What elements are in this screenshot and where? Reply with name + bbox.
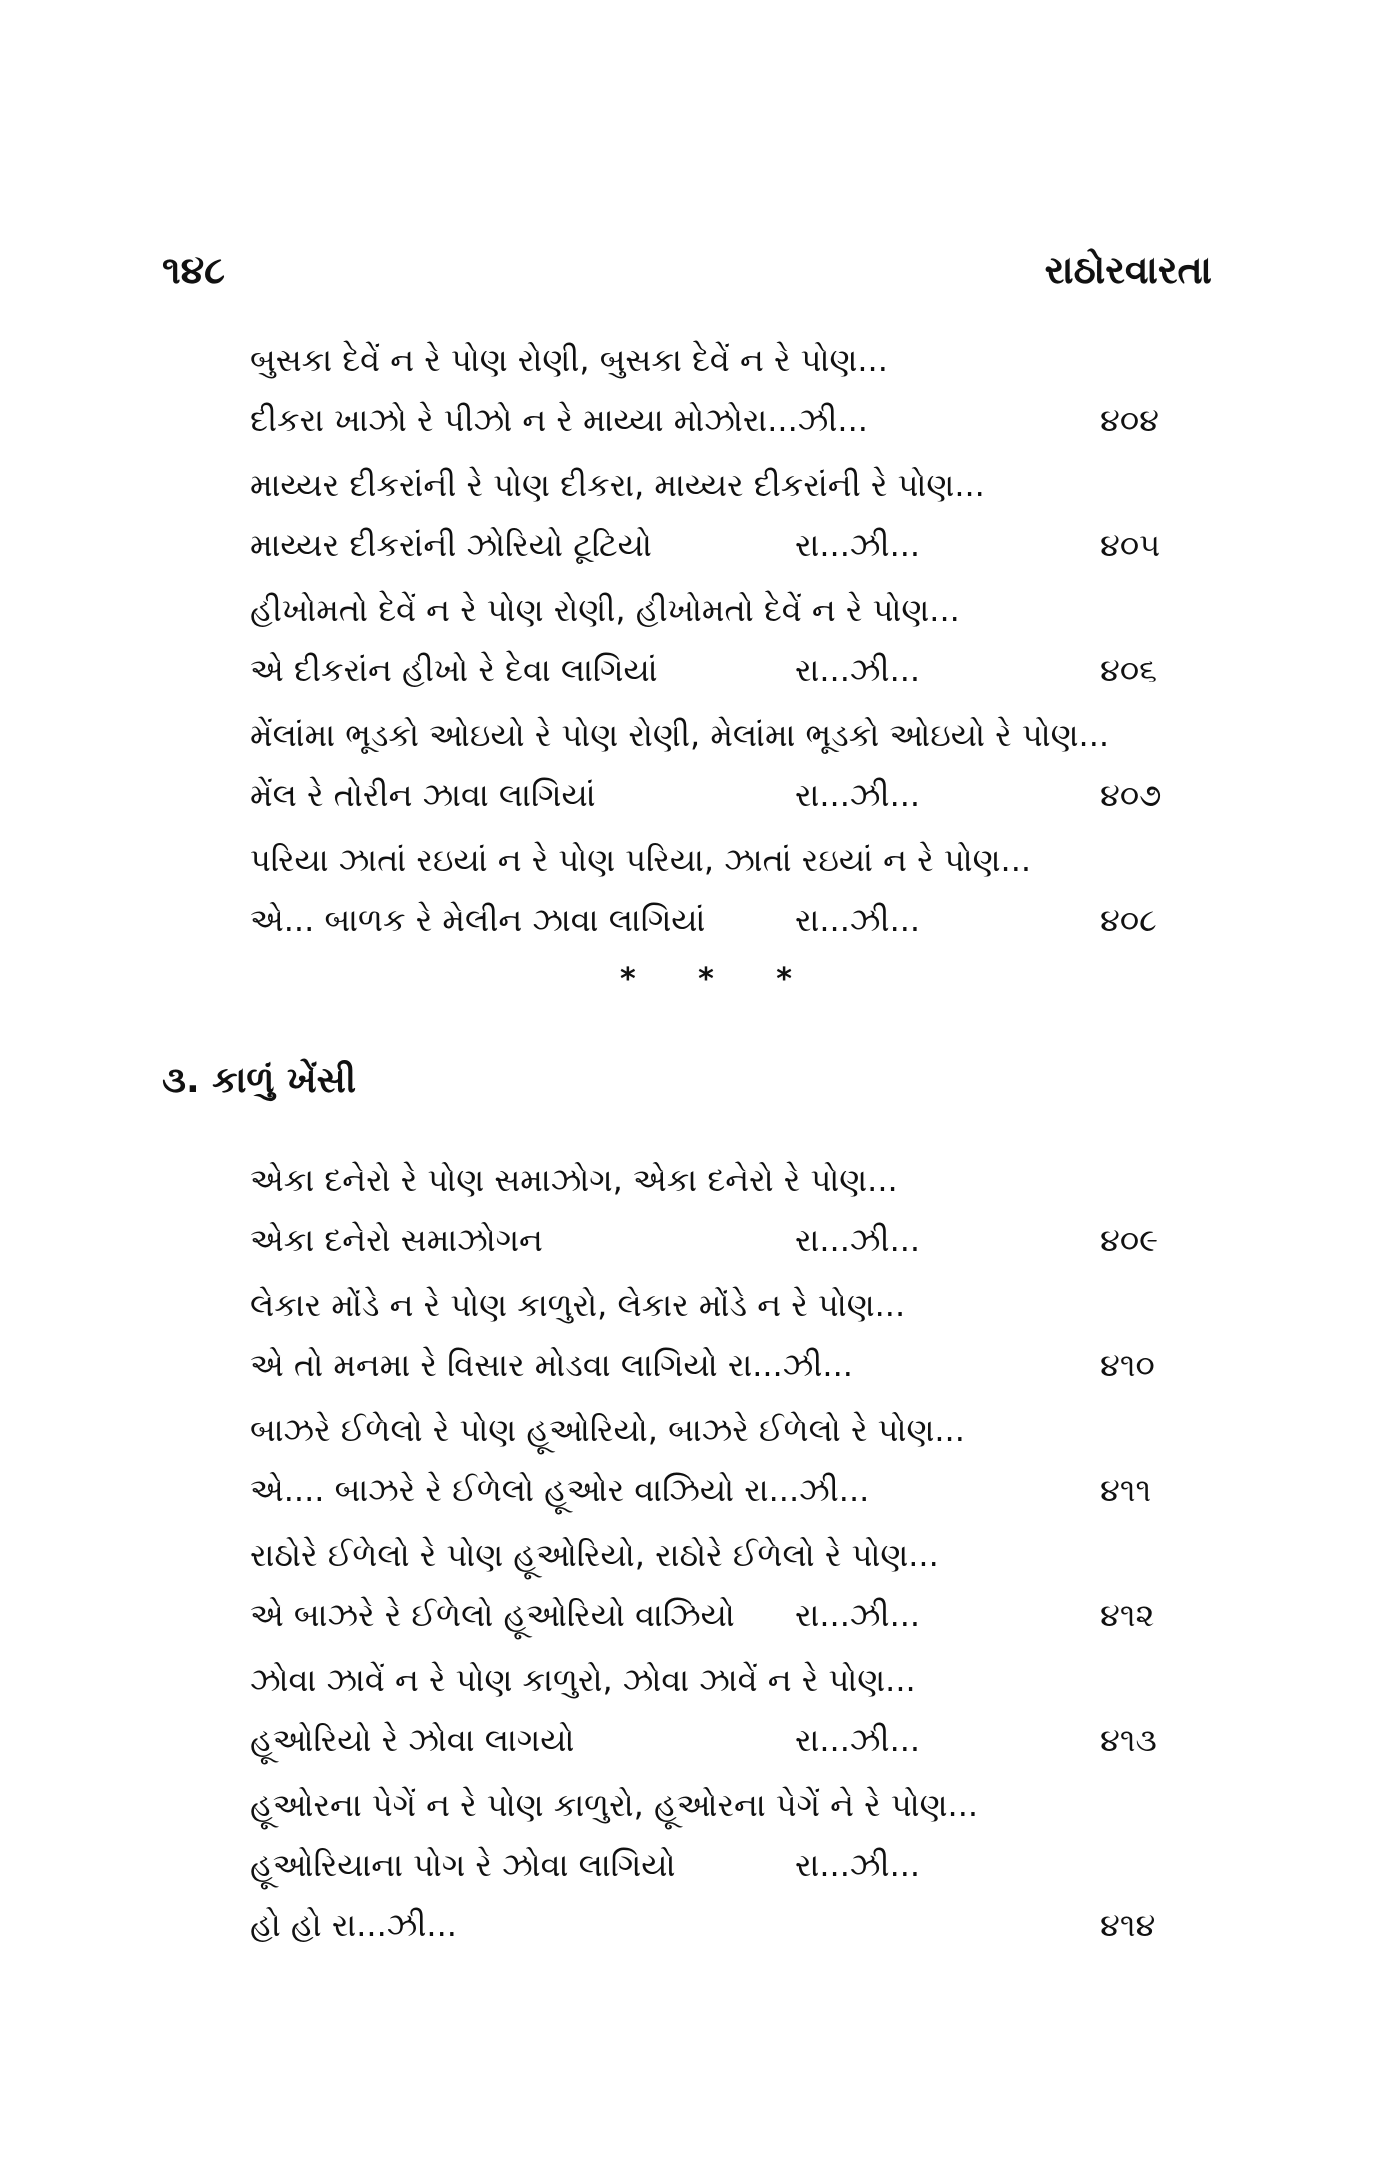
verse-line: લેકાર મોંડે ન રે પોણ કાળુરો, લેકાર મોંડે ન રે પોણ... [250,1286,906,1324]
verse-line: માય્યર દીકરાંની રે પોણ દીકરા, માય્યર દીકરાંની રે પોણ... [250,466,985,504]
verse-line: એ... બાળક રે મેલીન ઝાવા લાગિયાં [250,901,706,939]
stanza-413 [250,1650,1210,1770]
verse-line: એ દીકરાંન હીખો રે દેવા લાગિયાં [250,651,658,689]
verse-number: ૪૧૩ [1100,1721,1157,1759]
verse-number: ૪૦૯ [1100,1221,1159,1259]
verse-line: બાઝરે ઈળેલો રે પોણ હૂઓરિયો, બાઝરે ઈળેલો રે પોણ... [250,1411,965,1449]
verse-line: હૂઓરના પેગેં ન રે પોણ કાળુરો, હૂઓરના પેગેં ને રે પોણ... [250,1786,979,1824]
verse-line: મેંલ રે તોરીન ઝાવા લાગિયાં [250,776,596,814]
verse-number: ૪૧૦ [1100,1346,1155,1384]
verse-number: ૪૧૪ [1100,1906,1156,1944]
stanza-411 [250,1400,1210,1520]
verse-number: ૪૦૭ [1100,776,1162,814]
verse-number: ૪૦૬ [1100,651,1158,689]
section-title: ૩. કાળું ખેંસી [162,1060,357,1101]
section-divider: * * * [620,962,818,997]
refrain: રા...ઝી... [795,1846,921,1884]
verse-number: ૪૧૨ [1100,1596,1155,1634]
verse-line: પરિયા ઝાતાં રઇયાં ન રે પોણ પરિયા, ઝાતાં રઇયાં ન રે પોણ... [250,841,1032,879]
verse-number: ૪૦૪ [1100,401,1159,439]
stanza-408 [250,830,1210,950]
verse-line: ઝોવા ઝાવેં ન રે પોણ કાળુરો, ઝોવા ઝાવેં ન રે પોણ... [250,1661,916,1699]
verse-line: મેંલાંમા ભૂડકો ઓઇયો રે પોણ રોણી, મેલાંમા ભૂડકો ઓઇયો રે પોણ... [250,716,1110,754]
verse-line: એ બાઝરે રે ઈળેલો હૂઓરિયો વાઝિયો [250,1596,735,1634]
verse-number: ૪૧૧ [1100,1471,1152,1509]
verse-line: માય્યર દીકરાંની ઝોરિયો ટૂટિયો [250,526,652,564]
stanza-406 [250,580,1210,700]
verse-number: ૪૦૫ [1100,526,1161,564]
refrain: રા...ઝી... [795,1221,921,1259]
stanza-407 [250,705,1210,825]
verse-line: હીખોમતો દેવેં ન રે પોણ રોણી, હીખોમતો દેવેં ન રે પોણ... [250,591,960,629]
verse-line: હૂઓરિયાના પોગ રે ઝોવા લાગિયો [250,1846,676,1884]
verse-line: બુસકા દેવેં ન રે પોણ રોણી, બુસકા દેવેં ન રે પોણ... [250,341,888,379]
running-head: રાઠોરવારતા [1044,248,1212,292]
refrain: રા...ઝી... [795,776,921,814]
stanza-410 [250,1275,1210,1395]
stanza-412 [250,1525,1210,1645]
verse-line: એકા દનેરો રે પોણ સમાઝોગ, એકા દનેરો રે પોણ... [250,1161,898,1199]
verse-line: હૂઓરિયો રે ઝોવા લાગયો [250,1721,575,1759]
verse-line: એ તો મનમા રે વિસાર મોડવા લાગિયો રા...ઝી... [250,1346,853,1384]
stanza-405 [250,455,1210,575]
verse-line: એ.... બાઝરે રે ઈળેલો હૂઓર વાઝિયો રા...ઝી... [250,1471,870,1509]
verse-line: દીકરા ખાઝો રે પીઝો ન રે માય્યા મોઝોરા...ઝી... [250,401,868,439]
refrain: રા...ઝી... [795,1596,921,1634]
verse-line: રાઠોરે ઈળેલો રે પોણ હૂઓરિયો, રાઠોરે ઈળેલો રે પોણ... [250,1536,939,1574]
stanza-409 [250,1150,1210,1270]
page-number: ૧૪૮ [162,248,226,292]
verse-line: એકા દનેરો સમાઝોગન [250,1221,543,1259]
refrain: રા...ઝી... [795,526,921,564]
verse-line: હો હો રા...ઝી... [250,1906,457,1944]
verse-number: ૪૦૮ [1100,901,1157,939]
stanza-414 [250,1775,1210,1955]
page-header [162,248,1212,298]
refrain: રા...ઝી... [795,1721,921,1759]
refrain: રા...ઝી... [795,901,921,939]
refrain: રા...ઝી... [795,651,921,689]
stanza-404 [250,330,1210,450]
